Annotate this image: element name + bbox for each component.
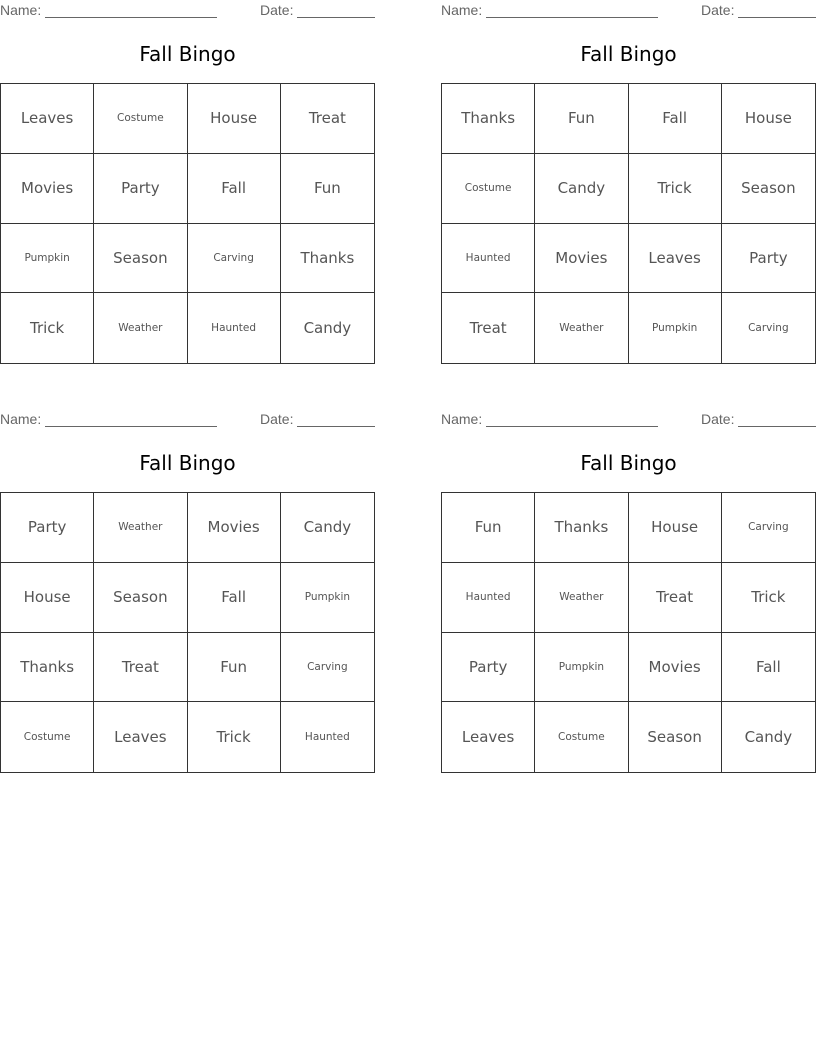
bingo-cell: Movies bbox=[535, 224, 628, 294]
bingo-cell: House bbox=[1, 563, 94, 633]
bingo-cell: Candy bbox=[535, 154, 628, 224]
date-blank-line[interactable] bbox=[738, 426, 816, 427]
bingo-cell: Movies bbox=[629, 633, 722, 703]
bingo-cell: Trick bbox=[1, 293, 94, 363]
bingo-cell: Fall bbox=[188, 563, 281, 633]
bingo-cell: Pumpkin bbox=[281, 563, 374, 633]
bingo-cell: Haunted bbox=[188, 293, 281, 363]
card-header bbox=[0, 2, 376, 20]
bingo-cell: Costume bbox=[535, 702, 628, 772]
bingo-cell: Treat bbox=[281, 84, 374, 154]
bingo-card bbox=[441, 409, 816, 789]
bingo-cell: Candy bbox=[303, 319, 352, 338]
bingo-cell: Season bbox=[722, 154, 815, 224]
bingo-cell: Leaves bbox=[1, 84, 94, 154]
bingo-cell: Treat bbox=[629, 563, 722, 633]
date-blank-line[interactable] bbox=[297, 426, 375, 427]
bingo-cell: Fall bbox=[629, 84, 722, 154]
bingo-cell: Season bbox=[94, 563, 187, 633]
bingo-cell: House bbox=[188, 84, 281, 154]
bingo-cell: Pumpkin bbox=[535, 633, 628, 703]
bingo-cell: Fun bbox=[442, 493, 535, 563]
bingo-card bbox=[0, 0, 376, 380]
card-header bbox=[441, 411, 816, 429]
bingo-cell: Costume bbox=[1, 702, 94, 772]
bingo-cell: Leaves bbox=[94, 702, 187, 772]
bingo-cell: Season bbox=[629, 702, 722, 772]
bingo-cell: Haunted bbox=[442, 563, 535, 633]
bingo-cell: Fun bbox=[281, 154, 374, 224]
card-title: Fall Bingo bbox=[139, 451, 236, 475]
bingo-cell: Fall bbox=[722, 633, 815, 703]
bingo-grid bbox=[441, 83, 816, 364]
bingo-cell: Carving bbox=[748, 322, 789, 335]
bingo-cell: Trick bbox=[188, 702, 281, 772]
bingo-cell: Weather bbox=[535, 293, 628, 363]
bingo-cell: Weather bbox=[535, 563, 628, 633]
name-label: Name: bbox=[0, 2, 42, 18]
bingo-cell: Fun bbox=[535, 84, 628, 154]
bingo-cell: Party bbox=[442, 633, 535, 703]
bingo-cell: House bbox=[722, 84, 815, 154]
bingo-cell: Pumpkin bbox=[629, 293, 722, 363]
bingo-cell: Party bbox=[94, 154, 187, 224]
card-title: Fall Bingo bbox=[580, 42, 677, 66]
bingo-cell: Leaves bbox=[629, 224, 722, 294]
bingo-cell: Fun bbox=[188, 633, 281, 703]
bingo-cell: Weather bbox=[94, 493, 187, 563]
bingo-card bbox=[441, 0, 816, 380]
bingo-cell: Fall bbox=[188, 154, 281, 224]
bingo-cell: House bbox=[629, 493, 722, 563]
bingo-cell: Trick bbox=[722, 563, 815, 633]
card-title: Fall Bingo bbox=[580, 451, 677, 475]
date-label: Date: bbox=[260, 2, 294, 18]
bingo-cell: Thanks bbox=[281, 224, 374, 294]
bingo-cell: Season bbox=[94, 224, 187, 294]
name-blank-line[interactable] bbox=[45, 17, 217, 18]
bingo-cell: Trick bbox=[629, 154, 722, 224]
bingo-grid bbox=[441, 492, 816, 773]
bingo-cell: Costume bbox=[442, 154, 535, 224]
bingo-cell: Thanks bbox=[1, 633, 94, 703]
name-label: Name: bbox=[441, 2, 483, 18]
bingo-cell: Carving bbox=[281, 633, 374, 703]
bingo-cell: Treat bbox=[94, 633, 187, 703]
bingo-cell: Carving bbox=[188, 224, 281, 294]
name-label: Name: bbox=[0, 411, 42, 427]
bingo-cell: Thanks bbox=[442, 84, 535, 154]
bingo-cell: Candy bbox=[281, 493, 374, 563]
date-blank-line[interactable] bbox=[297, 17, 375, 18]
date-blank-line[interactable] bbox=[738, 17, 816, 18]
bingo-grid bbox=[0, 492, 375, 773]
bingo-cell: Leaves bbox=[442, 702, 535, 772]
bingo-grid bbox=[0, 83, 375, 364]
date-label: Date: bbox=[701, 2, 735, 18]
bingo-cell: Party bbox=[1, 493, 94, 563]
bingo-cell: Candy bbox=[744, 728, 793, 747]
bingo-cell: Weather bbox=[94, 293, 187, 363]
bingo-cell: Haunted bbox=[442, 224, 535, 294]
bingo-cell: Haunted bbox=[304, 731, 350, 744]
card-header bbox=[0, 411, 376, 429]
bingo-cell: Costume bbox=[94, 84, 187, 154]
name-label: Name: bbox=[441, 411, 483, 427]
bingo-cell: Movies bbox=[1, 154, 94, 224]
bingo-cell: Movies bbox=[188, 493, 281, 563]
bingo-cell: Treat bbox=[442, 293, 535, 363]
bingo-card bbox=[0, 409, 376, 789]
date-label: Date: bbox=[260, 411, 294, 427]
name-blank-line[interactable] bbox=[486, 17, 658, 18]
bingo-cell: Thanks bbox=[535, 493, 628, 563]
name-blank-line[interactable] bbox=[45, 426, 217, 427]
date-label: Date: bbox=[701, 411, 735, 427]
card-header bbox=[441, 2, 816, 20]
bingo-cell: Carving bbox=[722, 493, 815, 563]
name-blank-line[interactable] bbox=[486, 426, 658, 427]
bingo-cell: Pumpkin bbox=[1, 224, 94, 294]
card-title: Fall Bingo bbox=[139, 42, 236, 66]
bingo-cell: Party bbox=[722, 224, 815, 294]
